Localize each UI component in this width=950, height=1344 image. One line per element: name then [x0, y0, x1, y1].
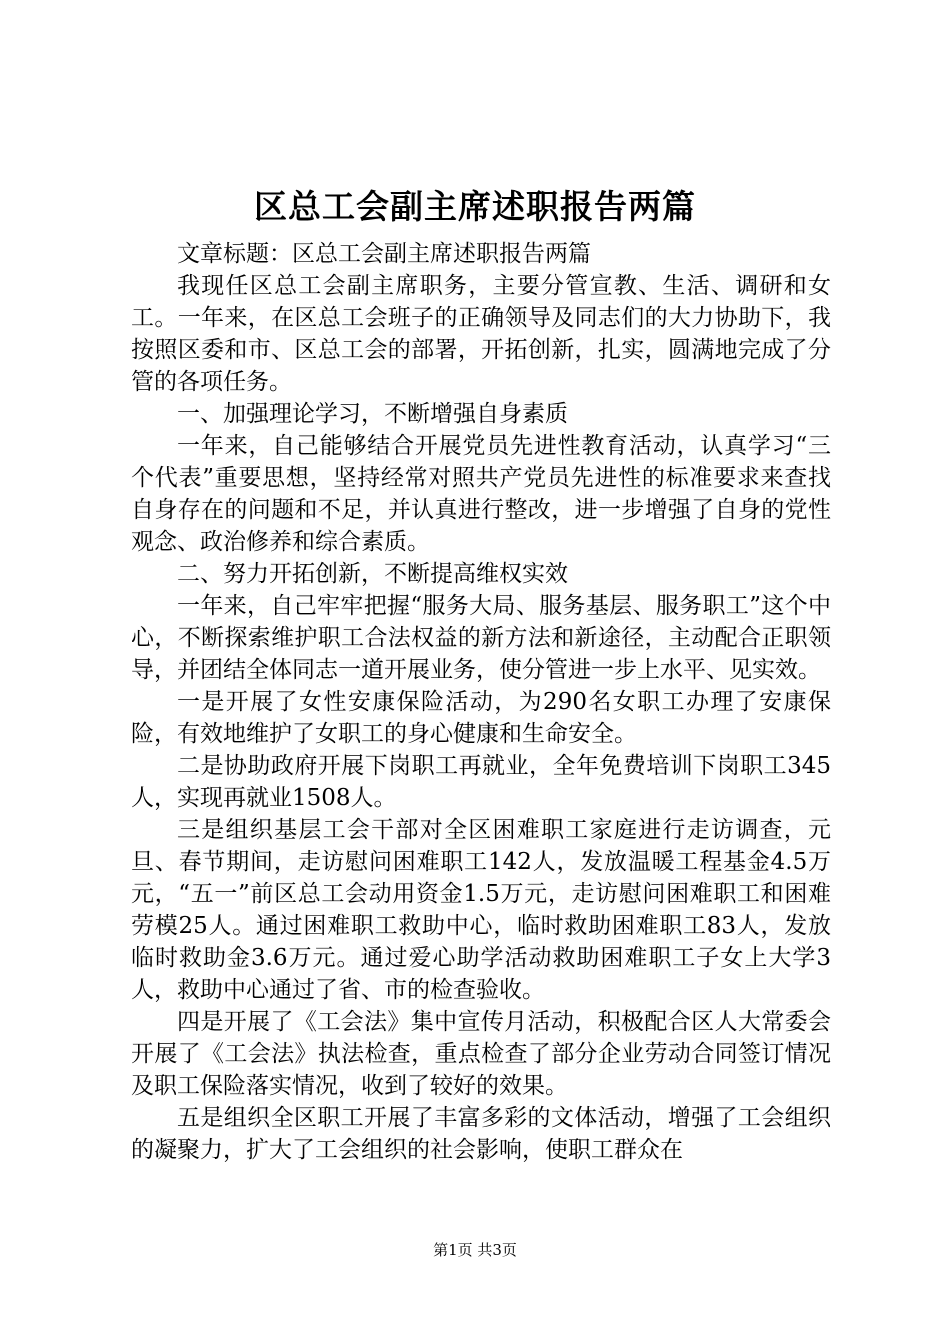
paragraph: 一年来，自己牢牢把握“服务大局、服务基层、服务职工”这个中心，不断探索维护职工合法权益的新方法和新途径，主动配合正职领导，并团结全体同志一道开展业务，使分管进一步上水平、见实效。 [131, 593, 831, 683]
document-body [131, 238, 831, 1166]
section-heading-1: 一、加强理论学习，不断增强自身素质 [177, 401, 568, 427]
paragraph-article-title: 文章标题：区总工会副主席述职报告两篇 [177, 241, 591, 267]
paragraph-item-2: 二是协助政府开展下岗职工再就业，全年免费培训下岗职工345人，实现再就业1508人。 [131, 753, 831, 811]
section-heading-2: 二、努力开拓创新，不断提高维权实效 [177, 561, 568, 587]
paragraph-item-3: 三是组织基层工会干部对全区困难职工家庭进行走访调查，元旦、春节期间，走访慰问困难职工142人，发放温暖工程基金4.5万元，“五一”前区总工会动用资金1.5万元，走访慰问困难职工和困难劳模25人。通过困难职工救助中心，临时救助困难职工83人，发放临时救助金3.6万元。通过爱心助学活动救助困难职工子女上大学3人，救助中心通过了省、市的检查验收。 [131, 817, 831, 1003]
paragraph-item-5: 五是组织全区职工开展了丰富多彩的文体活动，增强了工会组织的凝聚力，扩大了工会组织的社会影响，使职工群众在 [131, 1105, 831, 1163]
paragraph-item-1: 一是开展了女性安康保险活动，为290名女职工办理了安康保险，有效地维护了女职工的身心健康和生命安全。 [131, 689, 831, 747]
document-title: 区总工会副主席述职报告两篇 [254, 187, 696, 226]
paragraph: 一年来，自己能够结合开展党员先进性教育活动，认真学习“三个代表”重要思想，坚持经常对照共产党员先进性的标准要求来查找自身存在的问题和不足，并认真进行整改，进一步增强了自身的党性观念、政治修养和综合素质。 [131, 433, 831, 555]
paragraph-intro: 我现任区总工会副主席职务，主要分管宣教、生活、调研和女工。一年来，在区总工会班子的正确领导及同志们的大力协助下，我按照区委和市、区总工会的部署，开拓创新，扎实，圆满地完成了分管的各项任务。 [131, 273, 831, 395]
paragraph-item-4: 四是开展了《工会法》集中宣传月活动，积极配合区人大常委会开展了《工会法》执法检查，重点检查了部分企业劳动合同签订情况及职工保险落实情况，收到了较好的效果。 [131, 1009, 831, 1099]
page-number-footer: 第1页 共3页 [433, 1241, 517, 1259]
